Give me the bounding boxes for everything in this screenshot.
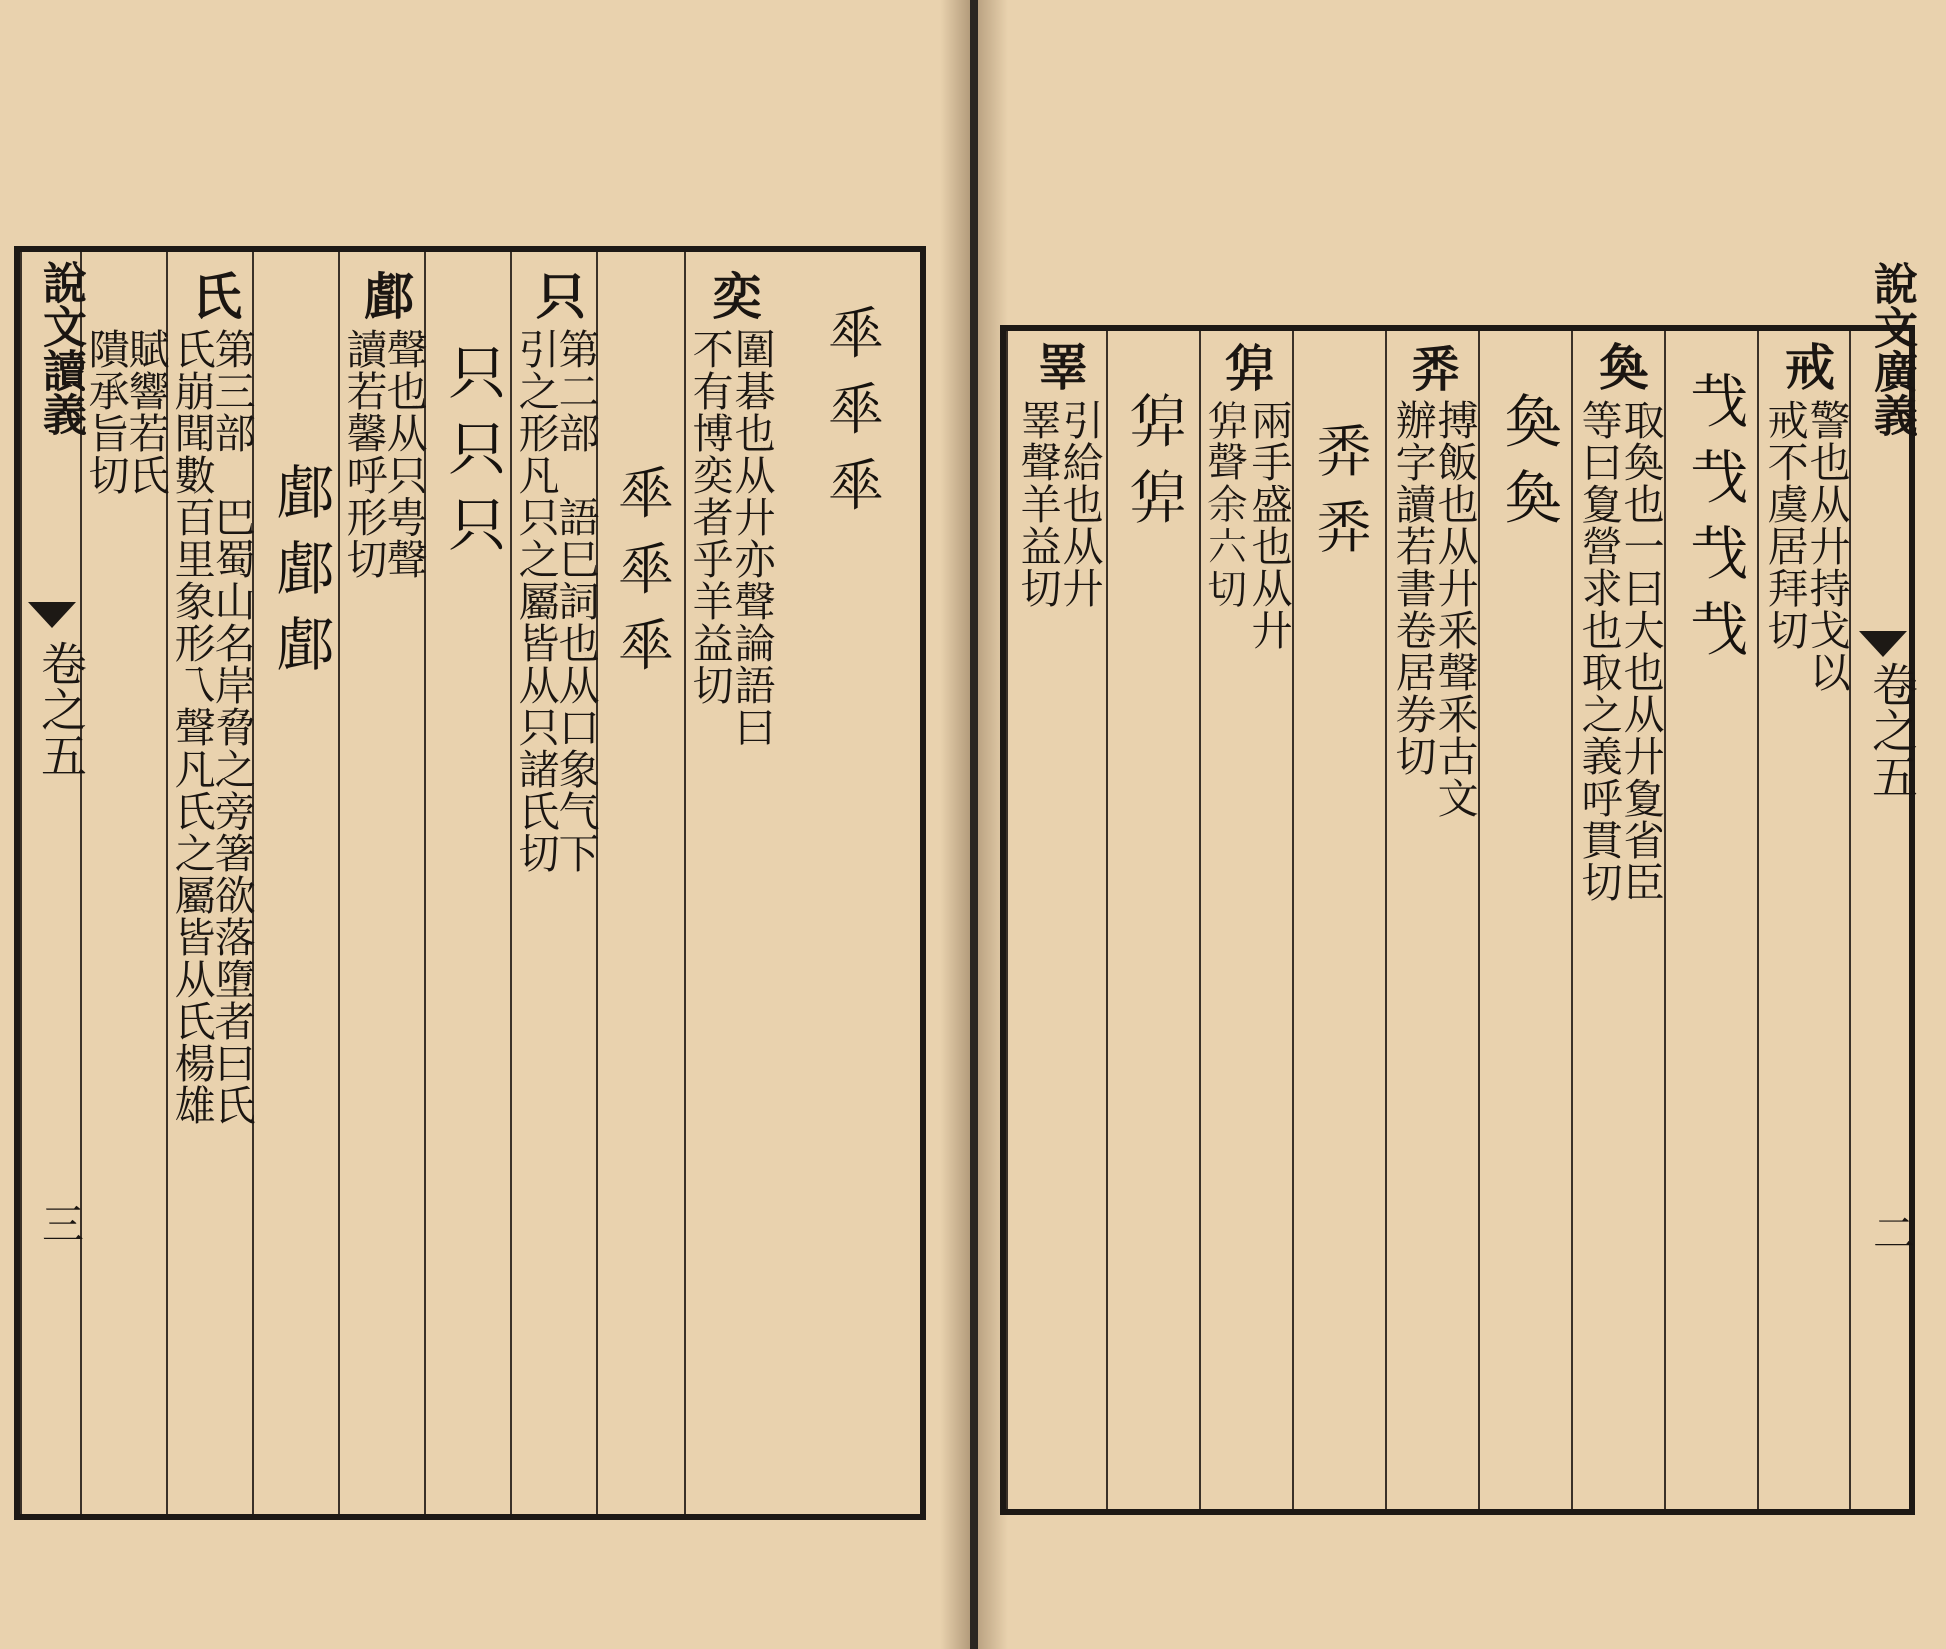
volume-label: 卷之五 xyxy=(1865,661,1919,799)
left-col-2 xyxy=(684,252,776,1514)
gloss-line: 第二部 語巳詞也从口象气下 xyxy=(551,328,600,874)
gloss-line: 賦響若氏 xyxy=(121,328,170,496)
gloss-line: 氏崩聞數百里象形乁聲凡氏之屬皆从氏楊雄 xyxy=(167,328,216,1126)
left-col-8 xyxy=(166,252,256,1514)
gloss-line: 引之形凡只之屬皆从只諸氏切 xyxy=(511,328,560,874)
left-col-5 xyxy=(424,252,510,1514)
leaf-number: 三 xyxy=(36,1202,85,1244)
right-col-6 xyxy=(1292,331,1385,1509)
gloss-line: 不有博奕者乎羊益切 xyxy=(685,328,734,706)
headword: 只 xyxy=(528,270,587,320)
seal-script-glyphs: 䣜䣜䣜 xyxy=(266,462,335,690)
headword: 𢍑 xyxy=(1219,341,1278,391)
left-col-1 xyxy=(772,252,922,1514)
left-col-7 xyxy=(252,252,338,1514)
gloss-line: 𢍑聲余六切 xyxy=(1202,399,1251,609)
gloss-line: 等曰夐營求也取之義呼貫切 xyxy=(1574,399,1623,903)
gloss-line: 引給也从廾 xyxy=(1055,399,1104,609)
seal-script-glyphs: 𠦬𠦬𠦬 xyxy=(610,462,679,690)
left-col-4 xyxy=(510,252,600,1514)
seal-script-glyphs: 𢍏𢍏 xyxy=(1308,421,1377,573)
gloss-line: 戒不虞居拜切 xyxy=(1760,399,1809,651)
right-col-3 xyxy=(1571,331,1664,1509)
right-page xyxy=(978,0,1946,1649)
gloss-line: 圍碁也从廾亦聲論語曰 xyxy=(727,328,776,748)
right-col-5 xyxy=(1385,331,1478,1509)
right-col-2 xyxy=(1664,331,1757,1509)
book-title: 說文廣義 xyxy=(1866,261,1917,437)
left-col-9 xyxy=(80,252,170,1514)
gloss-line: 第三部 巴蜀山名岸脅之旁箸欲落墮者曰氏 xyxy=(207,328,256,1126)
book-title: 說文讀義 xyxy=(35,260,86,436)
headword: 奕 xyxy=(704,270,763,320)
right-col-4 xyxy=(1478,331,1571,1509)
headword: 奐 xyxy=(1591,341,1650,391)
left-col-6 xyxy=(338,252,428,1514)
leaf-number: 二 xyxy=(1867,1211,1916,1253)
seal-script-glyphs: 只只只 xyxy=(438,342,507,570)
gloss-line: 隤承旨切 xyxy=(81,328,130,496)
right-col-7 xyxy=(1199,331,1292,1509)
gloss-line: 辦字讀若書卷居券切 xyxy=(1388,399,1437,777)
left-page xyxy=(0,0,970,1649)
headword: 氏 xyxy=(184,270,243,320)
headword: 𢍏 xyxy=(1405,341,1464,391)
gloss-line: 搏飯也从廾釆聲釆古文 xyxy=(1430,399,1479,819)
gloss-line: 睪聲羊益切 xyxy=(1013,399,1062,609)
seal-script-glyphs: 奐奐 xyxy=(1494,391,1563,543)
fishtail-mark xyxy=(28,602,76,628)
gloss-line: 讀若馨呼形切 xyxy=(339,328,388,580)
seal-script-glyphs: 𢦏𢦏𢦏𢦏 xyxy=(1680,371,1749,675)
gloss-line: 兩手盛也从廾 xyxy=(1244,399,1293,651)
volume-label: 卷之五 xyxy=(34,640,88,778)
right-col-1 xyxy=(1757,331,1849,1509)
fishtail-mark xyxy=(1859,631,1907,657)
headword: 䣜 xyxy=(356,270,415,320)
seal-script-glyphs: 𢍑𢍑 xyxy=(1122,391,1191,543)
left-margin-strip xyxy=(20,252,88,1514)
seal-script-glyphs: 𠦬𠦬𠦬 xyxy=(820,302,889,530)
right-col-8 xyxy=(1106,331,1199,1509)
headword: 戒 xyxy=(1777,341,1836,391)
left-text-frame xyxy=(14,246,926,1520)
gloss-line: 聲也从只甹聲 xyxy=(379,328,428,580)
right-margin-strip xyxy=(1849,261,1919,1509)
headword: 睪 xyxy=(1030,341,1089,391)
left-col-3 xyxy=(596,252,684,1514)
gloss-line: 警也从廾持戈以 xyxy=(1802,399,1851,693)
right-text-frame xyxy=(1000,261,1919,1515)
right-col-9 xyxy=(1006,331,1106,1509)
gloss-line: 取奐也一曰大也从廾夐省臣 xyxy=(1616,399,1665,903)
